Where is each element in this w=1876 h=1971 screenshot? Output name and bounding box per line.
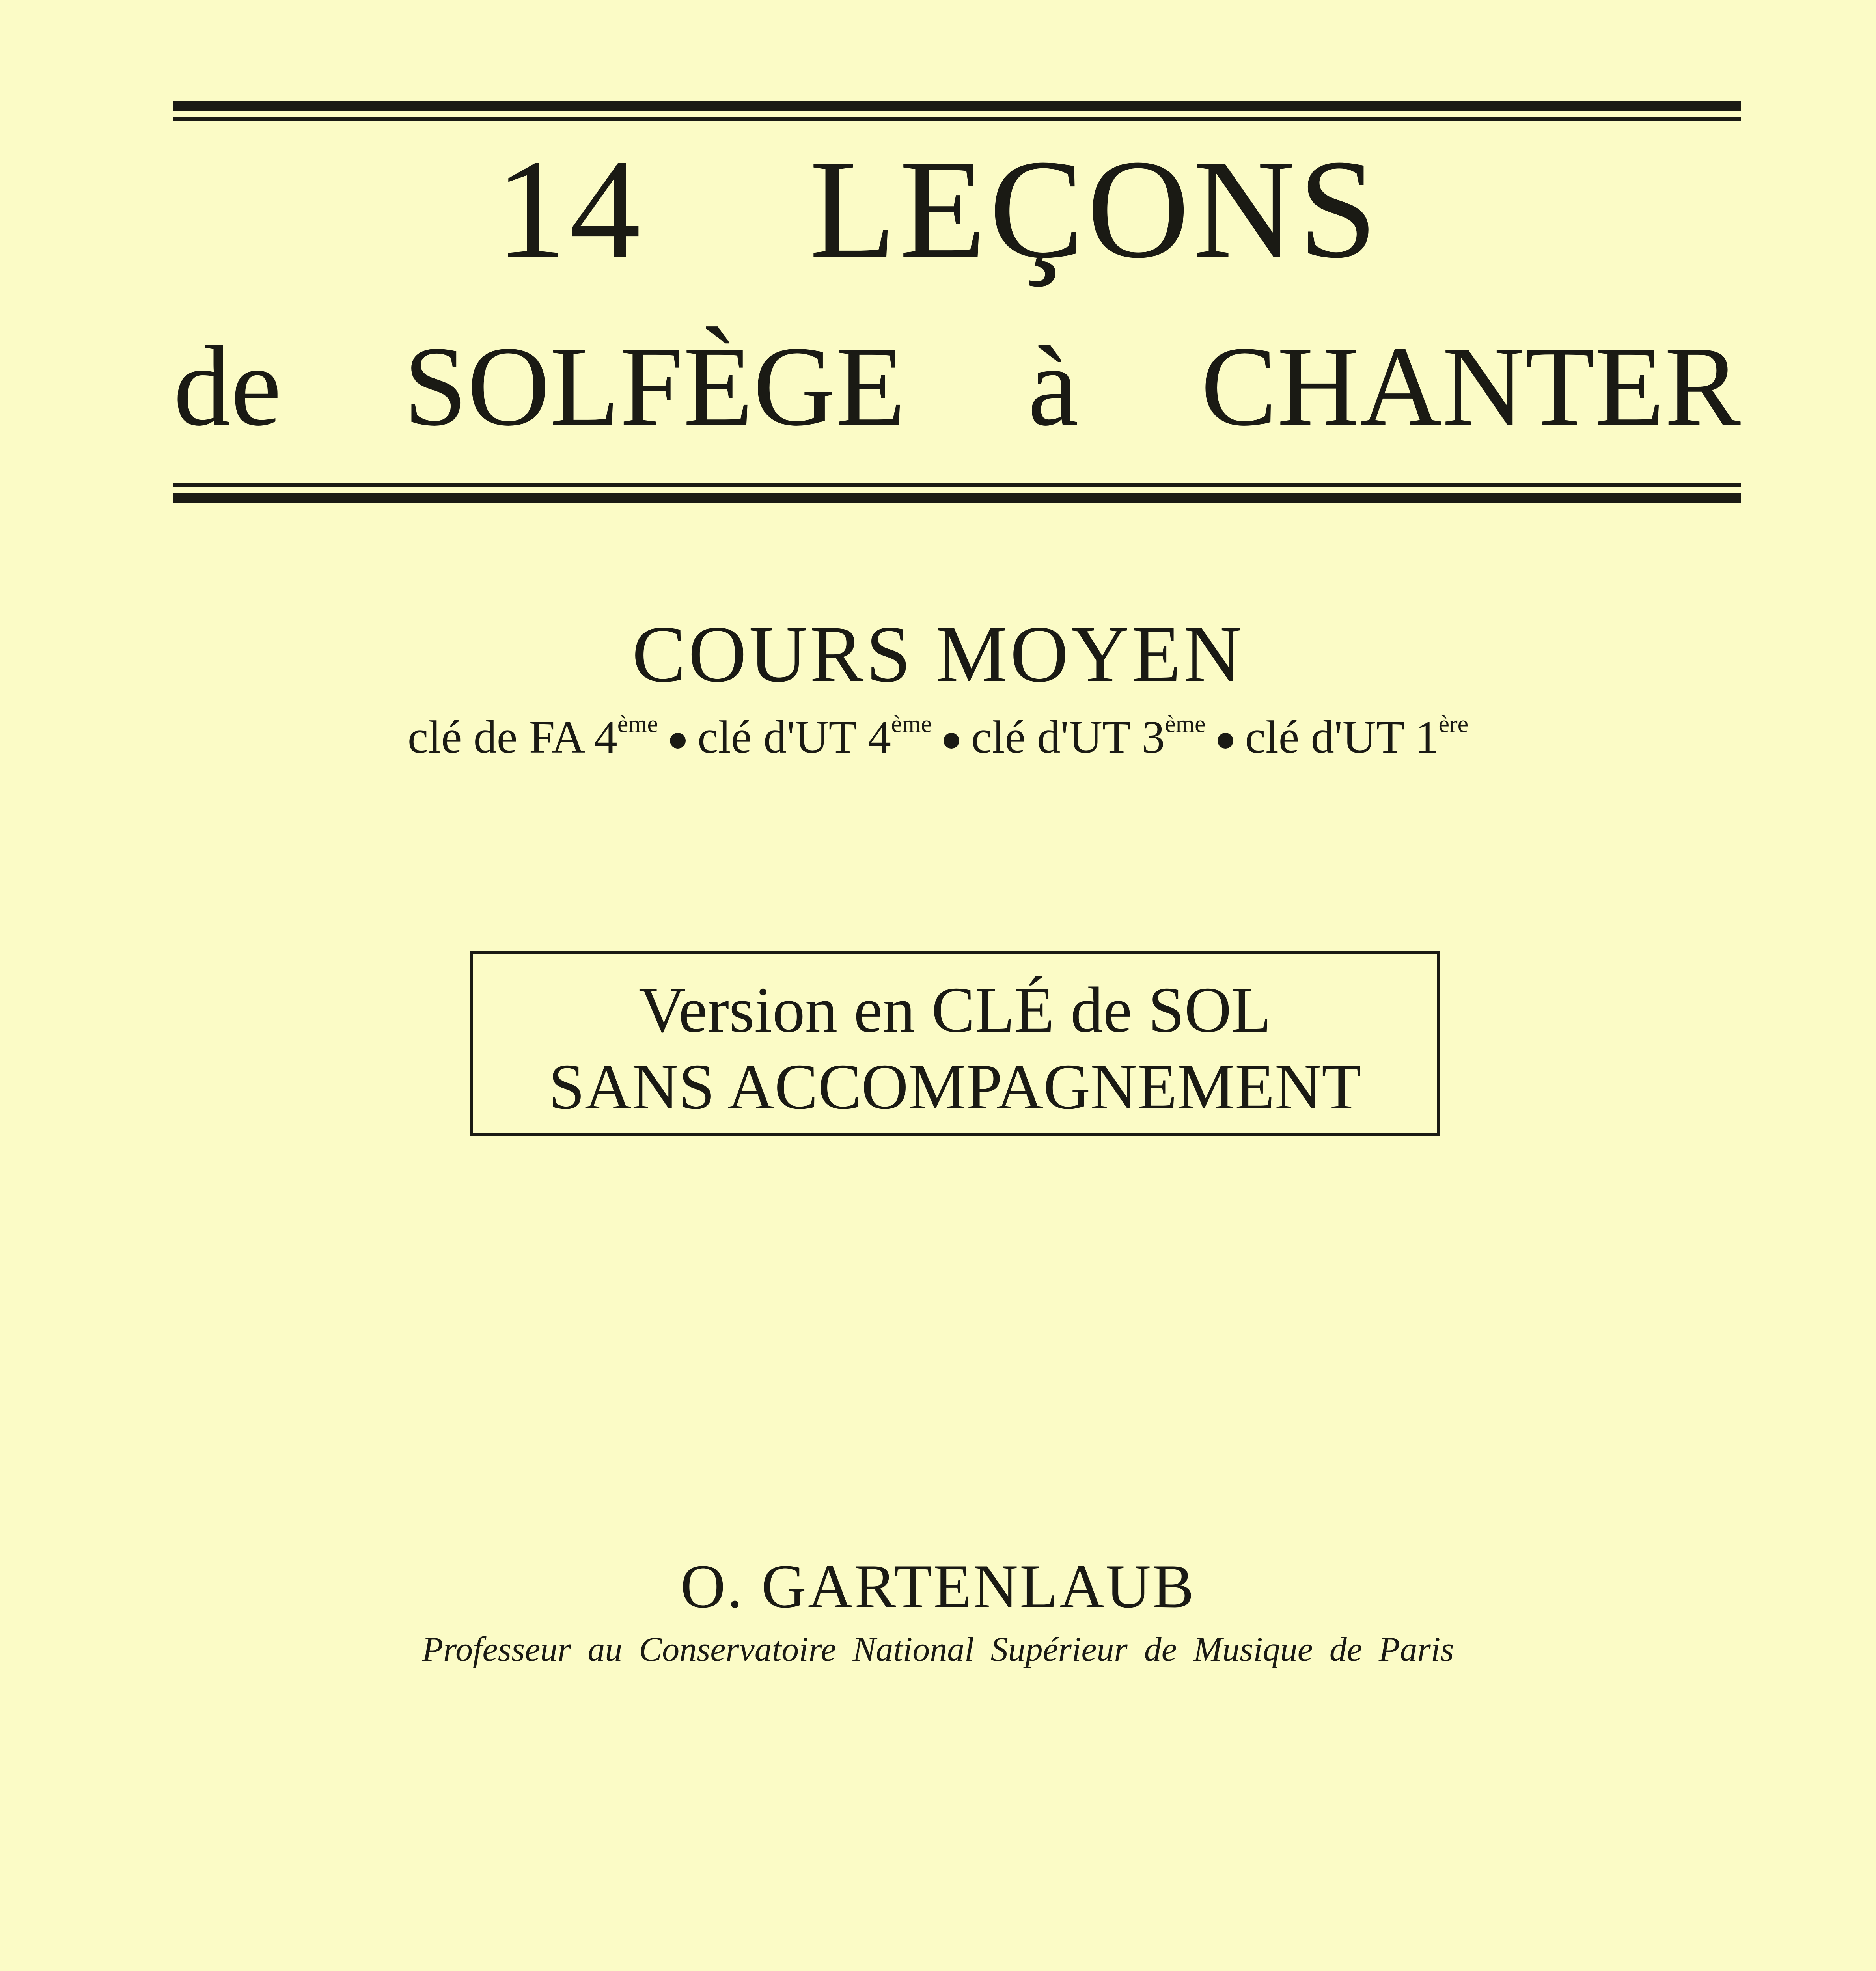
version-line-1: Version en CLÉ de SOL xyxy=(639,974,1271,1046)
title-word: LEÇONS xyxy=(809,130,1381,287)
clef-item: clé d'UT 3ème xyxy=(971,711,1206,763)
clef-item: clé de FA 4ème xyxy=(407,711,658,763)
title-bottom-double-rule xyxy=(173,483,1741,503)
bullet-separator xyxy=(670,733,686,749)
title-number: 14 xyxy=(495,130,644,287)
clef-item: clé d'UT 4ème xyxy=(697,711,932,763)
bullet-separator xyxy=(944,733,959,749)
course-level: COURS MOYEN xyxy=(632,609,1244,699)
clef-item: clé d'UT 1ère xyxy=(1245,711,1469,763)
title-line2-word-2: SOLFÈGE xyxy=(403,323,906,449)
title-line2-word-1: de xyxy=(173,323,282,449)
author-name: O. GARTENLAUB xyxy=(680,1552,1196,1621)
title-subheading xyxy=(173,319,1741,453)
version-line-2: SANS ACCOMPAGNEMENT xyxy=(548,1051,1361,1123)
title-line2-word-3: à xyxy=(1028,323,1079,449)
bullet-separator xyxy=(1218,733,1233,749)
author-role: Professeur au Conservatoire National Supérieur de Musique de Paris xyxy=(422,1630,1454,1669)
clefs-line xyxy=(0,708,1876,767)
top-double-rule xyxy=(173,101,1741,121)
title-line2-word-4: CHANTER xyxy=(1201,323,1741,449)
version-box xyxy=(470,951,1440,1136)
title-heading xyxy=(0,130,1876,288)
